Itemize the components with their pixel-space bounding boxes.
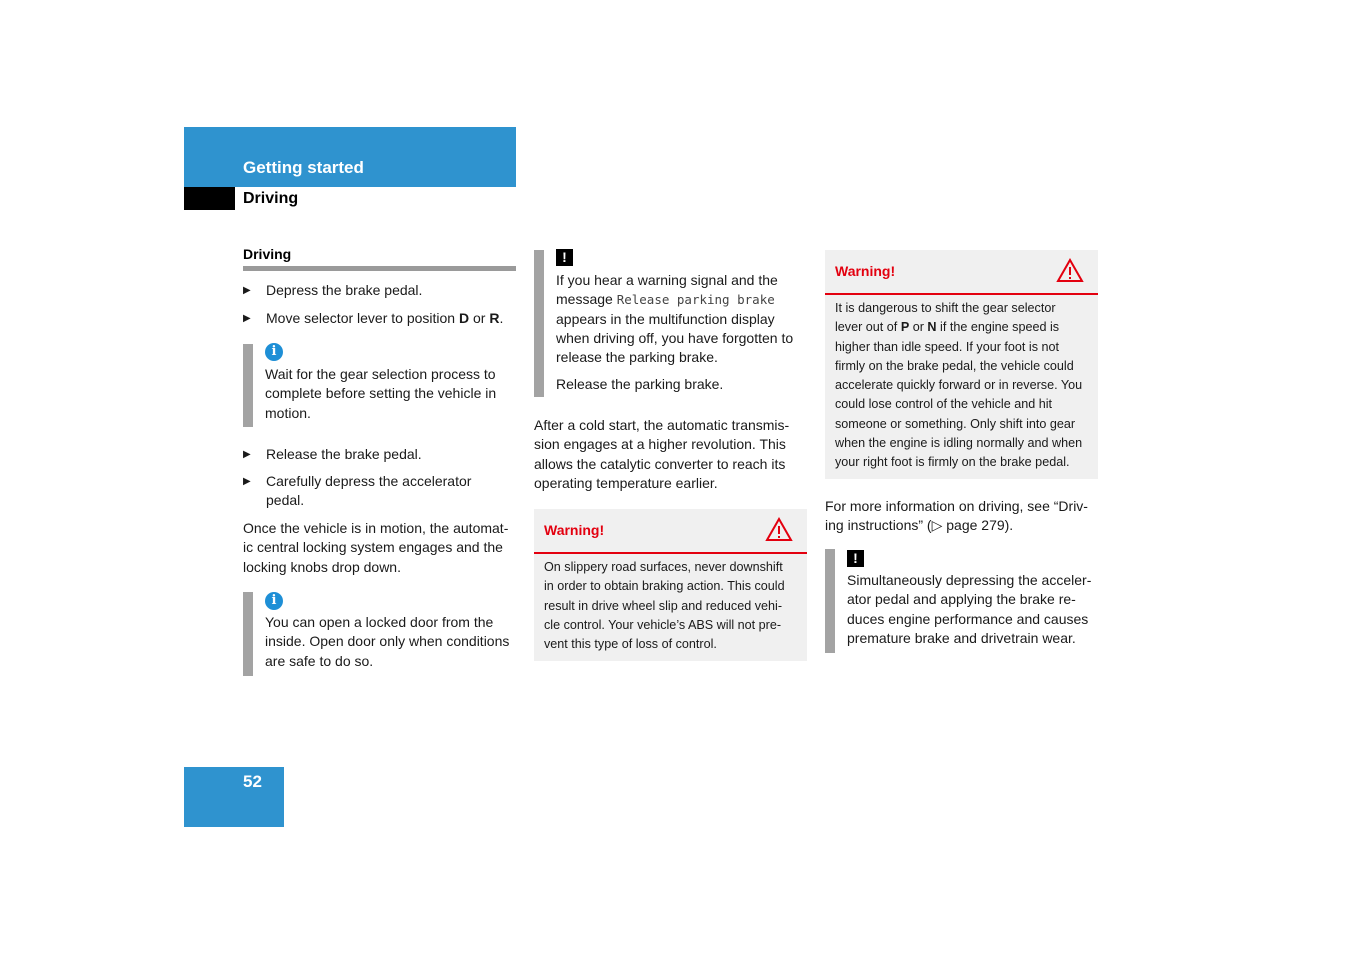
note-bar <box>243 592 253 676</box>
cold-start-paragraph: After a cold start, the automatic transmis- sion engages at a higher revolution. This allows the catalytic converter to reach its operating temperature earlier. <box>534 417 790 491</box>
warning-triangle-icon <box>1056 258 1084 283</box>
section-tab-marker <box>184 187 235 210</box>
warning-triangle-icon <box>765 517 793 542</box>
warning-title: Warning! <box>544 522 605 538</box>
section-divider <box>243 266 516 271</box>
bullet-arrow-icon: ▶ <box>243 449 251 460</box>
exclamation-icon: ! <box>556 249 573 266</box>
info-icon: i <box>265 343 283 361</box>
info-text: Wait for the gear selection process to complete before setting the vehicle in motion. <box>265 366 497 421</box>
page-reference-link[interactable]: ing instructions” (▷ page 279). <box>825 517 1014 534</box>
warning-rule <box>534 552 807 554</box>
more-info-paragraph: For more information on driving, see “Driv- ing instructions” (▷ page 279). <box>825 497 1105 536</box>
central-locking-paragraph: Once the vehicle is in motion, the automat- ic central locking system engages and the locking knobs drop down. <box>243 520 509 575</box>
warning-title: Warning! <box>835 263 896 279</box>
step-item: ▶ Carefully depress the accelerator pedal. <box>243 473 472 509</box>
section-heading: Driving <box>243 246 292 262</box>
note-bar <box>243 344 253 427</box>
warning-text: On slippery road surfaces, never downshift in order to obtain braking action. This could result in drive wheel slip and reduced vehi- cle control. Your vehicle’s ABS will not pre- vent this type of loss of control. <box>544 560 785 652</box>
info-note <box>243 344 516 427</box>
display-message: Release parking brake <box>616 292 775 308</box>
exclamation-icon: ! <box>847 550 864 567</box>
page-number-box <box>184 767 284 827</box>
section-subtitle: Driving <box>243 190 299 207</box>
page-number: 52 <box>243 772 262 791</box>
info-icon: i <box>265 592 283 610</box>
warning-text: It is dangerous to shift the gear selector lever out of P or N if the engine speed is higher than idle speed. If your foot is not firmly on the brake pedal, the vehicle could accelerate quickly forward or in reverse. You could lose control of the vehicle and hit someone or something. Only shift into gear when the engine is idling normally and when your right foot is firmly on the brake pedal. <box>835 301 1083 470</box>
info-text: You can open a locked door from the inside. Open door only when conditions are safe to do so. <box>265 614 510 669</box>
bullet-arrow-icon: ▶ <box>243 285 251 296</box>
attention-text: If you hear a warning signal and the message Release parking brake appears in the multifunction display when driving off, you have forgotten to release the parking brake. Release the parking brake. <box>556 272 794 393</box>
attention-note <box>534 250 807 397</box>
warning-box <box>534 509 807 661</box>
warning-rule <box>825 293 1098 295</box>
attention-note <box>825 549 1098 653</box>
bullet-arrow-icon: ▶ <box>243 313 251 324</box>
note-bar <box>825 549 835 653</box>
chapter-title: Getting started <box>243 158 364 177</box>
info-note <box>243 592 516 676</box>
bullet-arrow-icon: ▶ <box>243 476 251 487</box>
attention-text: Simultaneously depressing the acceler- ator pedal and applying the brake re- duces engine performance and causes premature brake and drivetrain wear. <box>847 572 1092 646</box>
note-bar <box>534 250 544 397</box>
header-bar <box>184 127 516 187</box>
warning-box <box>825 250 1098 479</box>
